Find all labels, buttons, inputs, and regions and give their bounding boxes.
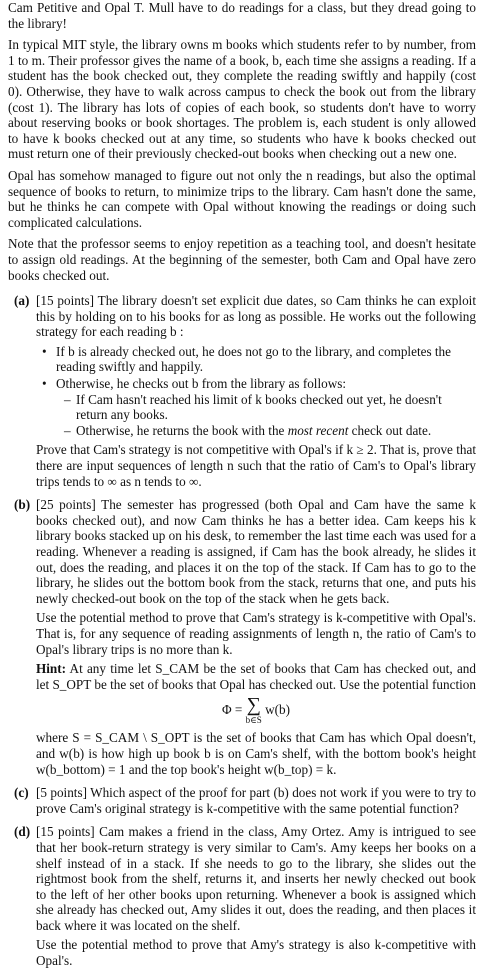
- part-c-question: [5 points] Which aspect of the proof for part (b) does not work if you were to try to prove Cam's original strategy is k-competitive with the same potential function?: [36, 785, 476, 816]
- part-a-dash-2: [76, 423, 476, 439]
- part-a-dash-2-pre: Otherwise, he returns the book with the: [76, 422, 288, 438]
- part-a-bullet-1: • If b is already checked out, he does not go to the library, and completes the reading swiftly and happily.: [56, 344, 476, 375]
- part-b-hint: [36, 661, 476, 692]
- potential-formula: [36, 696, 476, 726]
- part-b-intro: [25 points] The semester has progressed (both Opal and Cam have the same k books checked out), and now Cam thinks he has a better idea. Cam keeps his k library books stacked up on his desk, to remember the last time each was used for a reading. Whenever a reading is assigned, if Cam has the book already, he slides it out, does the reading, and places it on the top of the stack. If Cam has to go to the library, he slides out the bottom book from the stack, returns that one, and puts his newly checked-out book on the top of the stack when he gets back.: [36, 497, 476, 606]
- part-a: [8, 293, 476, 493]
- intro-paragraph-2: In typical MIT style, the library owns m books which students refer to by number, from 1 to m. Their professor gives the name of a book, b, each time she assigns a reading. If a student has the book checked out, they complete the reading swiftly and happily (cost 0). Otherwise, they have to walk across campus to check the book out from the library (cost 1). The library has lots of copies of each book, so students don't have to worry about reserving books or book shortages. The problem is, each student is only allowed to have k books checked out at any time, so students who have k books checked out must return one of their previously checked-out books when checking out a new one.: [8, 37, 476, 162]
- part-b: [8, 497, 476, 781]
- part-a-intro: [15 points] The library doesn't set explicit due dates, so Cam thinks he can exploit this by holding on to his books for as long as possible. He works out the following strategy for each reading b :: [36, 293, 476, 340]
- part-a-sub-list: [56, 392, 476, 439]
- part-b-hint-text: At any time let S_CAM be the set of books that Cam has checked out, and let S_OPT be the set of books that Opal has checked out. Use the potential function: [36, 661, 476, 692]
- part-a-dash-1: – If Cam hasn't reached his limit of k books checked out yet, he doesn't return any books.: [76, 392, 476, 423]
- part-a-bullet-2-text: Otherwise, he checks out b from the library as follows:: [56, 376, 347, 392]
- formula-sum-subscript: b∈S: [245, 715, 262, 726]
- part-c: [8, 785, 476, 820]
- part-a-label: (a): [14, 293, 30, 309]
- intro-paragraph-4: Note that the professor seems to enjoy repetition as a teaching tool, and doesn't hesitate to assign old readings. At the beginning of the semester, both Cam and Opal have zero books checked out.: [8, 236, 476, 283]
- part-a-bullet-2: [56, 376, 476, 438]
- formula-sigma: ∑: [246, 694, 261, 717]
- formula-rhs: w(b): [265, 702, 291, 718]
- part-b-hint-label: Hint:: [36, 661, 67, 677]
- part-d-intro: [15 points] Cam makes a friend in the class, Amy Ortez. Amy is intrigued to see that her book-return strategy is very similar to Cam's. Amy keeps her books on a shelf instead of in a stack. If she needs to go to the library, she slides out the rightmost book from the shelf, returns it, and inserts her newly checked out book to the left of her other books upon returning. Whenever a book is assigned which she already has checked out, Amy slides it out, does the reading, and then places it back where it was located on the shelf.: [36, 824, 476, 933]
- formula-sum: [246, 696, 262, 726]
- formula-lhs: Φ =: [221, 702, 243, 718]
- intro-paragraph-3: Opal has somehow managed to figure out not only the n readings, but also the optimal sequence of books to return, to minimize trips to the library. Cam hasn't done the same, but he thinks he can compete with Opal without knowing the readings or doing such complicated calculations.: [8, 167, 476, 230]
- part-a-dash-2-post: check out date.: [348, 422, 432, 438]
- part-d-label: (d): [14, 824, 31, 840]
- part-d-prove: Use the potential method to prove that Amy's strategy is also k-competitive with Opal's.: [36, 937, 476, 969]
- part-b-definitions: where S = S_CAM \ S_OPT is the set of books that Cam has which Opal doesn't, and w(b) is how high up book b is on Cam's shelf, with the bottom book's height w(b_bottom) = 1 and the top book's height w(b_top) = k.: [36, 730, 476, 777]
- part-d: [8, 824, 476, 972]
- part-b-prove: Use the potential method to prove that Cam's strategy is k-competitive with Opal's. That is, for any sequence of reading assignments of length n, the ratio of Cam's to Opal's library trips is no more than k.: [36, 610, 476, 657]
- part-b-label: (b): [14, 497, 31, 513]
- part-a-prove: Prove that Cam's strategy is not competitive with Opal's if k ≥ 2. That is, prove that there are input sequences of length n such that the ratio of Cam's to Opal's library trips tends to ∞ as n tends to ∞.: [36, 442, 476, 489]
- part-c-label: (c): [14, 785, 29, 801]
- part-a-dash-2-emphasis: most recent: [287, 422, 349, 438]
- intro-paragraph-1: Cam Petitive and Opal T. Mull have to do readings for a class, but they dread going to the library!: [8, 0, 476, 31]
- part-a-strategy-list: [36, 344, 476, 439]
